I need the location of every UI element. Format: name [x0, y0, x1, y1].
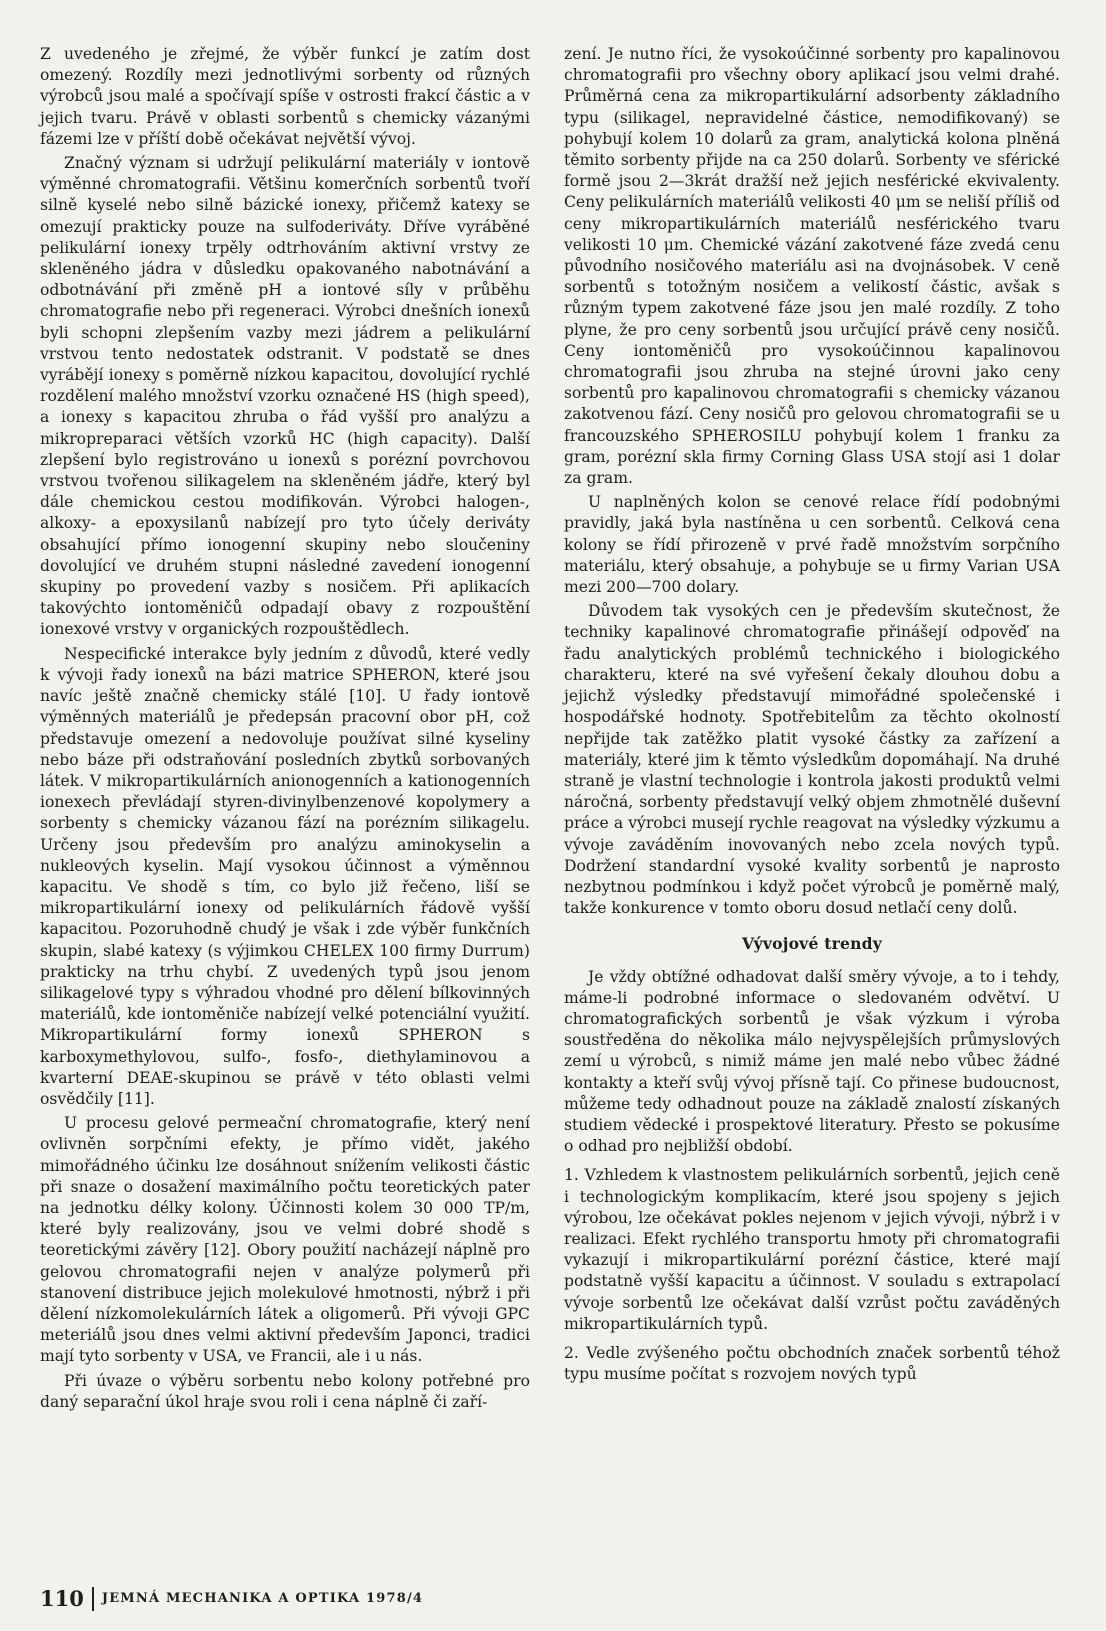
- journal-title: JEMNÁ MECHANIKA A OPTIKA 1978/4: [101, 1591, 424, 1606]
- page-number: 110: [40, 1586, 84, 1611]
- paragraph: Při úvaze o výběru sorbentu nebo kolony potřebné pro daný separační úkol hraje svou roli i cena náplně či zaří-: [40, 1371, 530, 1411]
- paragraph: 2. Vedle zvýšeného počtu obchodních značek sorbentů téhož typu musíme počítat s rozvojem nových typů: [564, 1343, 1060, 1384]
- page-footer: [40, 1586, 423, 1611]
- footer-separator: [92, 1587, 94, 1611]
- paragraph: Důvodem tak vysokých cen je především skutečnost, že techniky kapalinové chromatografie přinášejí odpověď na řadu analytických problémů technického i biologického charakteru, které na své vyřešení čekaly dlouhou dobu a jejichž výsledky představují mimořádné společenské i hospodářské hodnoty. Spotřebitelům za těchto okolností nepřijde tak zatěžko platit vysoké částky za zařízení a materiály, které jim k těmto výsledkům dopomáhají. Na druhé straně je vlastní technologie i kontrola jakosti produktů velmi náročná, sorbenty představují velký objem zhmotnělé duševní práce a výrobci musejí rychle reagovat na výsledky výzkumu a vývoje zaváděním inovovaných nebo zcela nových typů. Dodržení standardní vysoké kvality sorbentů je naprosto nezbytnou podmínkou i když počet výrobců je poměrně malý, takže konkurence v tomto oboru dosud netlačí ceny dolů.: [564, 602, 1060, 918]
- paragraph: zení. Je nutno říci, že vysokoúčinné sorbenty pro kapalinovou chromatografii pro všechny obory aplikací jsou velmi drahé. Průměrná cena za mikropartikulární adsorbenty základního typu (silikagel, nepravidelné částice, nemodifikovaný) se pohybují kolem 10 dolarů za gram, analytická kolona plněná těmito sorbenty přijde na ca 250 dolarů. Sorbenty ve sférické formě jsou 2—3krát dražší než jejich nesférické ekvivalenty. Ceny pelikulárních materiálů velikosti 40 μm se neliší příliš od ceny mikropartikulárních materiálů nesférického tvaru velikosti 10 μm. Chemické vázání zakotvené fáze zvedá cenu původního nosičového materiálu asi na dvojnásobek. V ceně sorbentů s totožným nosičem a velikostí částic, avšak s různým typem zakotvené fáze jsou jen malé rozdíly. Z toho plyne, že pro ceny sorbentů jsou určující právě ceny nosičů. Ceny iontoměničů pro vysokoúčinnou kapalinovou chromatografii jsou zhruba na stejné úrovni jako ceny sorbentů pro kapalinovou chromatografii s chemicky vázanou zakotvenou fází. Ceny nosičů pro gelovou chromatografii se u francouzského SPHEROSILU pohybují kolem 1 franku za gram, porézní skla firmy Corning Glass USA stojí asi 1 dolar za gram.: [564, 45, 1060, 488]
- paragraph: U naplněných kolon se cenové relace řídí podobnými pravidly, jaká byla nastíněna u cen sorbentů. Celková cena kolony se řídí přirozeně v prvé řadě množstvím sorpčního materiálu, který obsahuje, a pohybuje se u firmy Varian USA mezi 200—700 dolary.: [564, 493, 1060, 597]
- paragraph: Je vždy obtížné odhadovat další směry vývoje, a to i tehdy, máme-li podrobné informace o sledovaném odvětví. U chromatografických sorbentů je však výzkum i výroba soustředěna do několika málo nejvyspělejších průmyslových zemí u výrobců, s nimiž máme jen malé nebo vůbec žádné kontakty a kteří svůj vývoj přísně tají. Co přinese budoucnost, můžeme tedy odhadnout pouze na základě znalostí získaných studiem vědecké i prospektové literatury. Přesto se pokusíme o odhad pro nejbližší období.: [564, 967, 1060, 1156]
- right-column: [564, 44, 1060, 1388]
- left-column: [40, 44, 530, 1416]
- paragraph: Nespecifické interakce byly jedním z důvodů, které vedly k vývoji řady ionexů na bázi matrice SPHERON, které jsou navíc ještě značně chemicky stálé [10]. U řady iontově výměnných materiálů je předepsán pracovní obor pH, což představuje omezení a nedovoluje používat silné kyseliny nebo báze při odstraňování posledních zbytků sorbovaných látek. V mikropartikulárních anionogenních a kationogenních ionexech převládají styren-divinylbenzenové kopolymery a sorbenty s chemicky vázanou fází na porézním silikagelu. Určeny jsou především pro analýzu aminokyselin a nukleových kyselin. Mají vysokou účinnost a výměnnou kapacitu. Ve shodě s tím, co bylo již řečeno, liší se mikropartikulární ionexy od pelikulárních řádově vyšší kapacitou. Pozoruhodně chudý je však i zde výběr funkčních skupin, slabé katexy (s výjimkou CHELEX 100 firmy Durrum) prakticky na trhu chybí. Z uvedených typů jsou jenom silikagelové typy s výhradou vhodné pro dělení bílkovinných materiálů, kde iontoměniče nabízejí velké potenciální využití. Mikropartikulární formy ionexů SPHERON s karboxymethylovou, sulfo-, fosfo-, diethylaminovou a kvarterní DEAE-skupinou se právě v této oblasti velmi osvědčily [11].: [40, 644, 530, 1108]
- paragraph: U procesu gelové permeační chromatografie, který není ovlivněn sorpčními efekty, je přímo vidět, jakého mimořádného účinku lze dosáhnout snížením velikosti částic při snaze o dosažení maximálního počtu teoretických pater na jednotku délky kolony. Účinnosti kolem 30 000 TP/m, které byly realizovány, jsou ve velmi dobré shodě s teoretickými závěry [12]. Obory použití nacházejí náplně pro gelovou chromatografii nejen v analýze polymerů při stanovení distribuce jejich molekulové hmotnosti, nýbrž i při dělení nízkomolekulárních látek a oligomerů. Při vývoji GPC meteriálů jsou dnes velmi aktivní především Japonci, tradici mají tyto sorbenty v USA, ve Francii, ale i u nás.: [40, 1114, 530, 1366]
- paragraph: Značný význam si udržují pelikulární materiály v iontově výměnné chromatografii. Většinu komerčních sorbentů tvoří silně kyselé nebo silně bázické ionexy, přičemž katexy se omezují prakticky pouze na sulfoderiváty. Dříve vyráběné pelikulární ionexy trpěly odtrhováním aktivní vrstvy ze skleněného jádra v důsledku opakovaného nabotnávání a odbotnávání při změně pH a iontové síly v průběhu chromatografie nebo při regeneraci. Výrobci dnešních ionexů byli schopni zlepšením vazby mezi jádrem a pelikulární vrstvou tento nedostatek odstranit. V podstatě se dnes vyrábějí ionexy s poměrně nízkou kapacitou, dovolující rychlé rozdělení malého množství vzorku označené HS (high speed), a ionexy s kapacitou zhruba o řád vyšší pro analýzu a mikropreparaci větších vzorků HC (high capacity). Další zlepšení bylo registrováno u ionexů s porézní povrchovou vrstvou tvořenou silikagelem na skleněném jádře, který byl dále chemickou cestou modifikován. Výrobci halogen-, alkoxy- a epoxysilanů nabízejí pro tyto účely deriváty obsahující přímo ionogenní skupiny nebo sloučeniny dovolující ve druhém stupni následné zavedení ionogenní skupiny po provedení vazby s nosičem. Při aplikacích takovýchto iontoměničů odpadají obavy z rozpouštění ionexové vrstvy v organických rozpouštědlech.: [40, 154, 530, 639]
- section-heading: Vývojové trendy: [741, 934, 883, 954]
- paragraph: Z uvedeného je zřejmé, že výběr funkcí je zatím dost omezený. Rozdíly mezi jednotlivými sorbenty od různých výrobců jsou malé a spočívají spíše v ostrosti frakcí částic a v jejich tvaru. Právě v oblasti sorbentů s chemicky vázanými fázemi lze v příští době očekávat největší vývoj.: [40, 45, 530, 148]
- paragraph: 1. Vzhledem k vlastnostem pelikulárních sorbentů, jejich ceně i technologickým komplikacím, které jsou spojeny s jejich výrobou, lze očekávat pokles nejenom v jejich vývoji, nýbrž i v realizaci. Efekt rychlého transportu hmoty při chromatografii vykazují i mikropartikulární porézní částice, které mají podstatně vyšší kapacitu a účinnost. V souladu s extrapolací vývoje sorbentů lze očekávat další vzrůst počtu zaváděných mikropartikulárních typů.: [564, 1166, 1060, 1333]
